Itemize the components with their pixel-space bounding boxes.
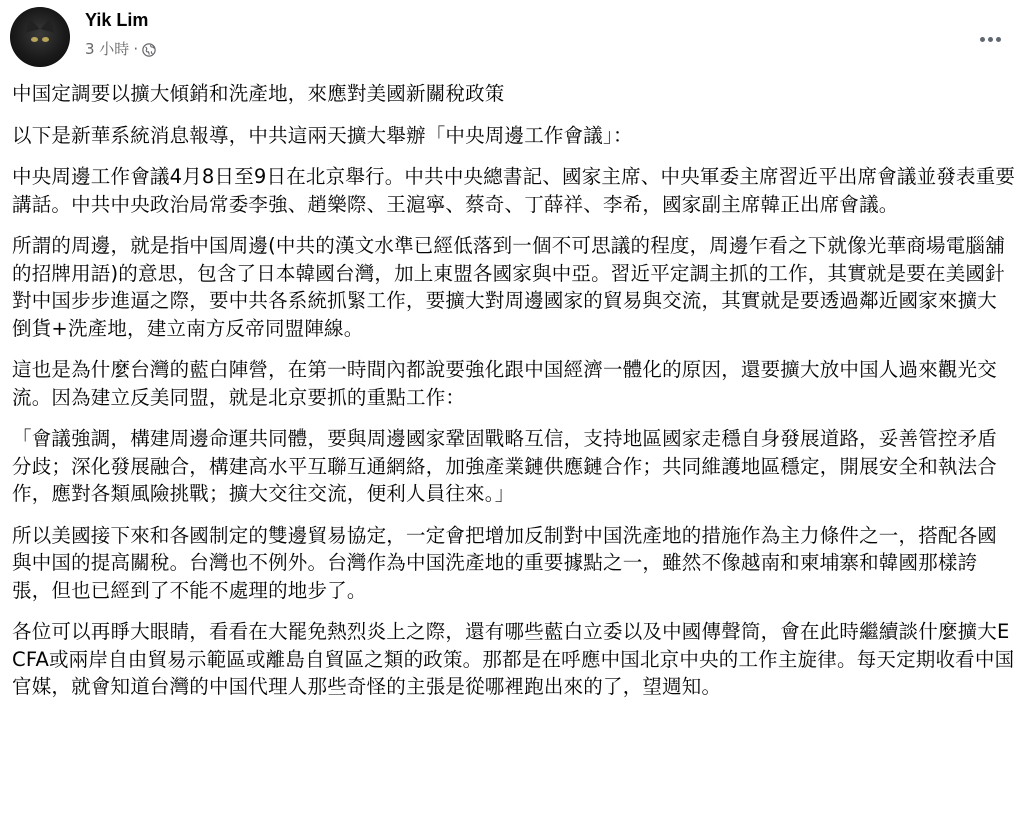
- post-header: [10, 7, 1014, 69]
- post-paragraph: 中央周邊工作會議4月8日至9日在北京舉行。中共中央總書記、國家主席、中央軍委主席習近平出席會議並發表重要講話。中共中央政治局常委李強、趙樂際、王滬寧、蔡奇、丁薛祥、李希，國家副主席韓正出席會議。: [12, 165, 1016, 216]
- avatar[interactable]: [10, 7, 70, 67]
- post-paragraph-quote: 「會議強調，構建周邊命運共同體，要與周邊國家鞏固戰略互信，支持地區國家走穩自身發展道路，妥善管控矛盾分歧；深化發展融合，構建高水平互聯互通網絡，加強產業鏈供應鏈合作；共同維護地區穩定，開展安全和執法合作，應對各類風險挑戰；擴大交往交流，便利人員往來。」: [12, 427, 998, 505]
- avatar-cat-ear-right: [40, 15, 57, 32]
- post-paragraph: 各位可以再睜大眼睛，看看在大罷免熱烈炎上之際，還有哪些藍白立委以及中國傳聲筒，會在此時繼續談什麼擴大ECFA或兩岸自由貿易示範區或離島自貿區之類的政策。那都是在呼應中国北京中央的工作主旋律。每天定期收看中国官媒，就會知道台灣的中国代理人那些奇怪的主張是從哪裡跑出來的了，望週知。: [12, 620, 1015, 698]
- avatar-cat-eye-left: [31, 37, 38, 42]
- post-meta: [85, 39, 156, 59]
- post-paragraph: 所以美國接下來和各國制定的雙邊貿易協定，一定會把增加反制對中国洗產地的措施作為主力條件之一，搭配各國與中国的提高關稅。台灣也不例外。台灣作為中国洗產地的重要據點之一，雖然不像越南和柬埔寨和韓國那樣誇張，但也已經到了不能不處理的地步了。: [12, 523, 998, 602]
- post-paragraph: 這也是為什麼台灣的藍白陣營，在第一時間內都說要強化跟中国經濟一體化的原因，還要擴大放中国人過來觀光交流。因為建立反美同盟，就是北京要抓的重點工作：: [12, 358, 998, 409]
- post-paragraph: 以下是新華系統消息報導，中共這兩天擴大舉辦「中央周邊工作會議」：: [12, 123, 633, 147]
- avatar-cat-eye-right: [42, 37, 49, 42]
- meta-separator: ·: [133, 40, 139, 58]
- avatar-cat-ear-left: [22, 15, 39, 32]
- post-paragraph: 所謂的周邊，就是指中国周邊(中共的漢文水準已經低落到一個不可思議的程度，周邊乍看之下就像光華商場電腦舖的招牌用語)的意思，包含了日本韓國台灣，加上東盟各國家與中亞。習近平定調主抓的工作，其實就是要在美國針對中国步步進逼之際，要中共各系統抓緊工作，要擴大對周邊國家的貿易與交流，其實就是要透過鄰近國家來擴大倒貨+洗產地，建立南方反帝同盟陣線。: [12, 234, 1005, 340]
- author-name[interactable]: Yik Lim: [85, 10, 149, 30]
- more-options-icon: [980, 37, 1001, 42]
- post-paragraph: 中国定調要以擴大傾銷和洗產地，來應對美國新關稅政策: [12, 82, 505, 105]
- post-time[interactable]: 3 小時: [85, 40, 130, 58]
- globe-icon[interactable]: [142, 42, 156, 56]
- more-options-button[interactable]: [972, 21, 1008, 57]
- post-body: [12, 80, 1016, 715]
